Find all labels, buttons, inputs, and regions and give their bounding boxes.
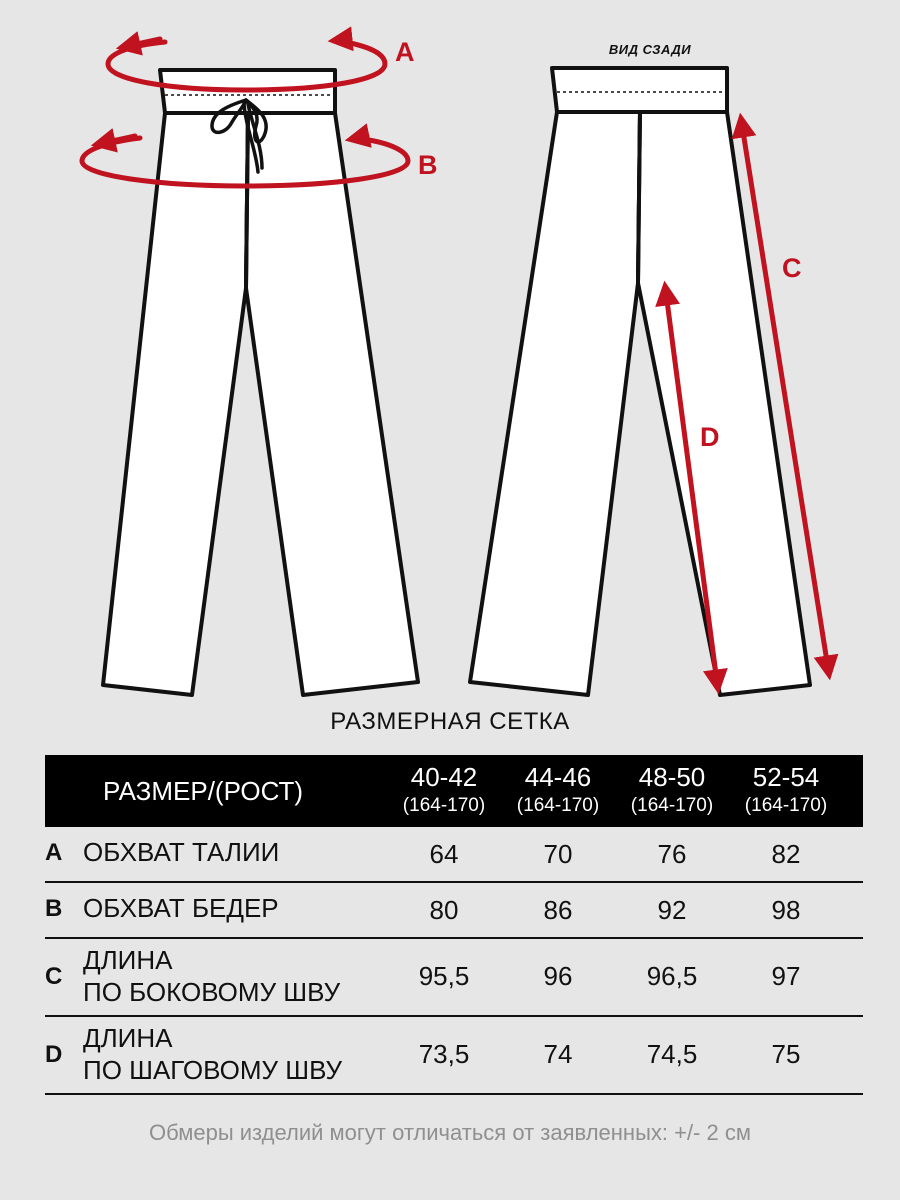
row-key: C	[45, 963, 63, 990]
size-value: 44-46	[524, 762, 592, 792]
table-row	[45, 883, 863, 939]
header-size-col	[616, 761, 728, 819]
header-size-col	[730, 761, 842, 819]
table-cell: 74,5	[646, 1039, 698, 1069]
table-header	[45, 755, 863, 827]
size-value: 40-42	[410, 762, 478, 792]
header-size-col	[502, 761, 614, 819]
size-value: 48-50	[638, 762, 706, 792]
tolerance-note: Обмеры изделий могут отличаться от заявленных: +/- 2 см	[149, 1120, 751, 1145]
table-row	[45, 1017, 863, 1095]
table-cell: 74	[543, 1039, 573, 1069]
header-size-col	[388, 761, 500, 819]
back-center-seam	[638, 112, 640, 283]
front-center-seam	[246, 113, 248, 288]
header-label: РАЗМЕР/(РОСТ)	[103, 776, 304, 806]
row-name: ОБХВАТ БЕДЕР	[83, 893, 279, 923]
height-value: (164-170)	[630, 795, 714, 816]
table-cell: 96,5	[646, 961, 698, 991]
height-value: (164-170)	[744, 795, 828, 816]
back-waistband	[552, 68, 727, 112]
label-b: B	[418, 150, 438, 180]
table-cell: 82	[771, 839, 801, 869]
height-value: (164-170)	[516, 795, 600, 816]
table-cell: 75	[771, 1039, 801, 1069]
table-cell: 95,5	[418, 961, 470, 991]
table-cell: 80	[429, 895, 459, 925]
back-left-leg	[470, 112, 640, 695]
size-value: 52-54	[752, 762, 820, 792]
table-cell: 96	[543, 961, 573, 991]
row-key: A	[45, 839, 63, 866]
table-cell: 98	[771, 895, 801, 925]
row-name: ДЛИНА	[83, 1023, 173, 1053]
table-cell: 70	[543, 839, 573, 869]
size-chart-title: РАЗМЕРНАЯ СЕТКА	[330, 708, 570, 735]
table-cell: 92	[657, 895, 687, 925]
front-left-leg	[103, 113, 248, 695]
back-view-caption: ВИД СЗАДИ	[608, 42, 692, 57]
label-c: C	[782, 253, 802, 283]
table-row	[45, 939, 863, 1017]
row-name: ОБХВАТ ТАЛИИ	[83, 837, 280, 867]
height-value: (164-170)	[402, 795, 486, 816]
table-cell: 64	[429, 839, 459, 869]
label-a: A	[395, 37, 415, 67]
table-cell: 73,5	[418, 1039, 470, 1069]
table-cell: 97	[771, 961, 801, 991]
table-row	[45, 827, 863, 883]
row-name: ДЛИНА	[83, 945, 173, 975]
front-right-leg	[246, 113, 418, 695]
table-cell: 76	[657, 839, 687, 869]
size-table	[45, 755, 863, 1095]
row-name-line2: ПО ШАГОВОМУ ШВУ	[83, 1055, 343, 1085]
label-d: D	[700, 422, 720, 452]
row-key: D	[45, 1041, 63, 1068]
row-key: B	[45, 895, 63, 922]
row-name-line2: ПО БОКОВОМУ ШВУ	[83, 977, 341, 1007]
table-cell: 86	[543, 895, 573, 925]
